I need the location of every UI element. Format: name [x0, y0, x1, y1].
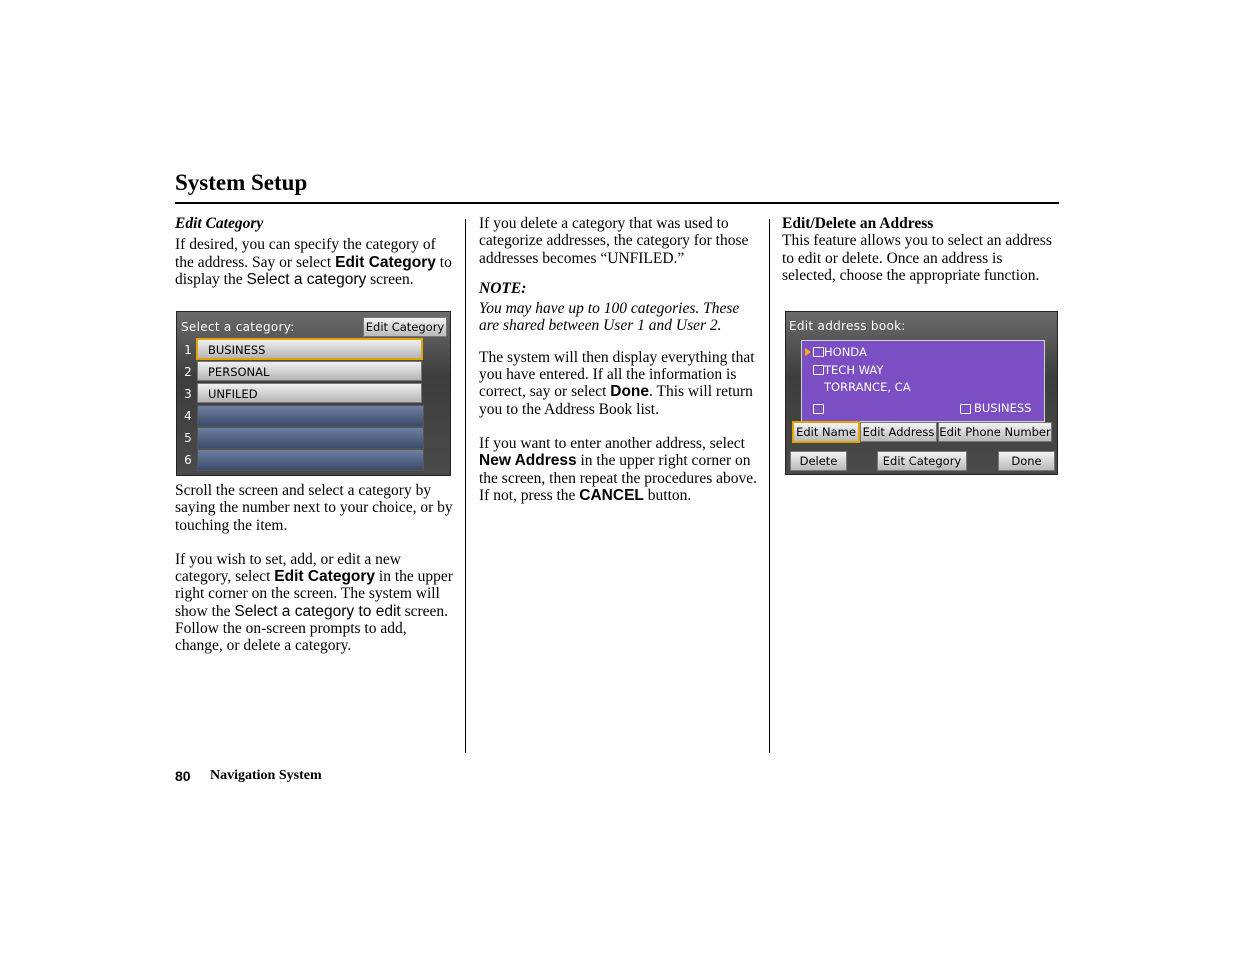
page-number: 80: [175, 768, 191, 784]
address-street: TECH WAY: [824, 363, 884, 377]
column-1: [175, 215, 455, 288]
column-divider-1: [465, 219, 466, 753]
screen-title: Edit address book:: [789, 319, 906, 333]
edit-address-book-screen: [785, 311, 1058, 475]
row-number: 2: [184, 365, 192, 379]
note-text: You may have up to 100 categories. These are shared between User 1 and User 2.: [479, 300, 740, 335]
column-divider-2: [769, 219, 770, 753]
edit-phone-number-button[interactable]: Edit Phone Number: [938, 422, 1052, 442]
note-label: NOTE:: [479, 279, 527, 297]
address-details-panel: [801, 340, 1045, 422]
row-number: 6: [184, 453, 192, 467]
name-icon: [813, 347, 824, 357]
category-item-unfiled[interactable]: UNFILED: [197, 383, 422, 403]
delete-button[interactable]: Delete: [790, 451, 847, 471]
paragraph-intro: If desired, you can specify the category of the address. Say or select Edit Category to display the Select a category screen.: [175, 236, 452, 288]
row-number: 1: [184, 343, 192, 357]
edit-category-button[interactable]: Edit Category: [363, 317, 447, 337]
paragraph-edit-delete: This feature allows you to select an address to edit or delete. Once an address is selected, choose the appropriate function.: [782, 232, 1052, 284]
category-item-empty[interactable]: [197, 427, 424, 449]
building-icon: [813, 365, 824, 375]
section-heading-edit-delete: Edit/Delete an Address: [782, 215, 934, 232]
paragraph-edit-category: If you wish to set, add, or edit a new category, select Edit Category in the upper right corner on the screen. The system will show the Select a category to edit screen. Follow the on-screen prompts to add, change, or delete a category.: [175, 550, 453, 655]
category-item-business[interactable]: BUSINESS: [197, 339, 422, 359]
title-rule: [175, 202, 1059, 204]
row-number: 5: [184, 431, 192, 445]
address-category: BUSINESS: [974, 401, 1032, 415]
paragraph-scroll: Scroll the screen and select a category by saying the number next to your choice, or by touching the item.: [175, 482, 453, 534]
paragraph-delete-category: If you delete a category that was used to categorize addresses, the category for those addresses becomes “UNFILED.”: [479, 215, 749, 267]
row-number: 4: [184, 409, 192, 423]
select-category-screen: [176, 311, 451, 476]
column-3: [782, 215, 1052, 284]
edit-address-button[interactable]: Edit Address: [860, 422, 937, 442]
category-item-empty[interactable]: [197, 405, 424, 427]
paragraph-new-address: If you want to enter another address, select New Address in the upper right corner on the screen, then repeat the procedures above. If not, press the CANCEL button.: [479, 434, 758, 504]
column-2: [479, 215, 757, 504]
done-button[interactable]: Done: [998, 451, 1055, 471]
pointer-arrow-icon: [805, 348, 811, 356]
address-city: TORRANCE, CA: [824, 380, 911, 394]
address-name: HONDA: [824, 345, 867, 359]
category-icon: [960, 404, 971, 414]
edit-category-button[interactable]: Edit Category: [877, 451, 967, 471]
edit-name-button[interactable]: Edit Name: [793, 422, 859, 442]
footer-title: Navigation System: [210, 768, 322, 783]
paragraph-done: The system will then display everything that you have entered. If all the information is correct, say or select Done. This will return you to the Address Book list.: [479, 348, 755, 418]
screen-title: Select a category:: [181, 320, 295, 334]
page-title: System Setup: [175, 170, 308, 195]
category-item-empty[interactable]: [197, 449, 424, 471]
row-number: 3: [184, 387, 192, 401]
column-1-lower: [175, 482, 455, 655]
phone-icon: [813, 404, 824, 414]
section-heading-edit-category: Edit Category: [175, 215, 264, 232]
category-item-personal[interactable]: PERSONAL: [197, 361, 422, 381]
